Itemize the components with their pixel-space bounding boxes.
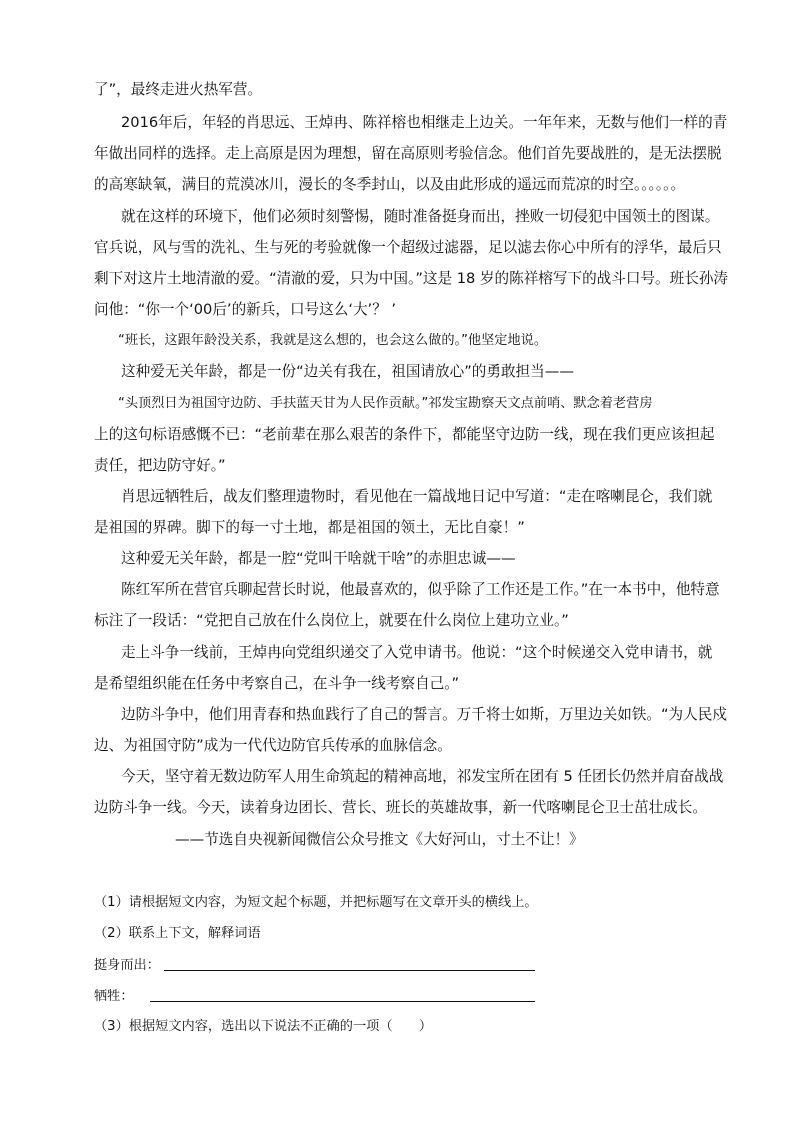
article-line: “头顶烈日为祖国守边防、手扶蓝天甘为人民作贡献。”祁发宝勘察天文点前哨、默念着老营房: [118, 396, 653, 411]
article-source: ——节选自央视新闻微信公众号推文《大好河山，寸土不让！》: [175, 831, 584, 848]
article-line: 边防斗争中，他们用青春和热血践行了自己的誓言。万千将士如斯，万里边关如铁。“为人民戍: [121, 706, 727, 723]
article-line: 走上斗争一线前，王焯冉向党组织递交了入党申请书。他说：“这个时候递交入党申请书，就: [121, 644, 713, 661]
article-line: 是希望组织能在任务中考察自己，在斗争一线考察自己。”: [94, 675, 460, 692]
question-2: （2）联系上下文，解释词语: [94, 926, 261, 941]
article-line: 上的这句标语感慨不已：“老前辈在那么艰苦的条件下，都能坚守边防一线，现在我们更应该担起: [94, 426, 715, 443]
article-line: 标注了一段话：“党把自己放在什么岗位上，就要在什么岗位上建功立业。”: [94, 612, 569, 629]
term-label-2: 牺牲：: [94, 989, 134, 1004]
article-line: 官兵说，风与雪的洗礼、生与死的考验就像一个超级过滤器，足以滤去你心中所有的浮华，最后只: [94, 239, 722, 256]
question-3: （3）根据短文内容，选出以下说法不正确的一项（ ）: [94, 1019, 433, 1034]
article-line: 这种爱无关年龄，都是一份“边关有我在，祖国请放心”的勇敢担当——: [121, 363, 574, 380]
question-1: （1）请根据短文内容，为短文起个标题，并把标题写在文章开头的横线上。: [94, 895, 538, 910]
article-line: 剩下对这片土地清澈的爱。“清澈的爱，只为中国。”这是 18 岁的陈祥榕写下的战斗口号。班长孙涛: [94, 270, 729, 287]
article-line: 的高寒缺氧，满目的荒漠冰川，漫长的冬季封山，以及由此形成的遥远而荒凉的时空。。。。。。: [94, 176, 686, 193]
article-line: 这种爱无关年龄，都是一腔“党叫干啥就干啥”的赤胆忠诚——: [121, 550, 516, 567]
article-line: 边、为祖国守防”成为一代代边防官兵传承的血脉信念。: [94, 737, 452, 754]
article-line: 陈红军所在营官兵聊起营长时说，他最喜欢的，似乎除了工作还是工作。”在一本书中，他特意: [121, 581, 720, 598]
article-line: 是祖国的界碑。脚下的每一寸土地，都是祖国的领土，无比自豪！”: [94, 519, 525, 536]
answer-blank-1[interactable]: [164, 970, 535, 971]
article-line: 责任，把边防守好。”: [94, 457, 226, 474]
article-line: 2016年后，年轻的肖思远、王焯冉、陈祥榕也相继走上边关。一年年来，无数与他们一样的青: [121, 114, 728, 131]
article-line: 年做出同样的选择。走上高原是因为理想，留在高原则考验信念。他们首先要战胜的，是无法摆脱: [94, 145, 722, 162]
article-line: 了”，最终走进火热军营。: [94, 81, 263, 98]
term-label-1: 挺身而出：: [94, 958, 160, 973]
article-line: 边防斗争一线。今天，读着身边团长、营长、班长的英雄故事，新一代喀喇昆仑卫士茁壮成长。: [94, 799, 707, 816]
article-line: 问他：“你一个‘00后’的新兵，口号这么‘大’？ ’: [94, 301, 397, 318]
article-line: “班长，这跟年龄没关系，我就是这么想的，也会这么做的。”他坚定地说。: [118, 333, 548, 348]
article-line: 肖思远牺牲后，战友们整理遗物时，看见他在一篇战地日记中写道：“走在喀喇昆仑，我们就: [121, 488, 713, 505]
article-line: 就在这样的环境下，他们必须时刻警惕，随时准备挺身而出，挫败一切侵犯中国领土的图谋。: [121, 208, 720, 225]
article-line: 今天，坚守着无数边防军人用生命筑起的精神高地，祁发宝所在团有 5 任团长仍然并肩奋战战: [121, 768, 724, 785]
answer-blank-2[interactable]: [150, 1001, 535, 1002]
